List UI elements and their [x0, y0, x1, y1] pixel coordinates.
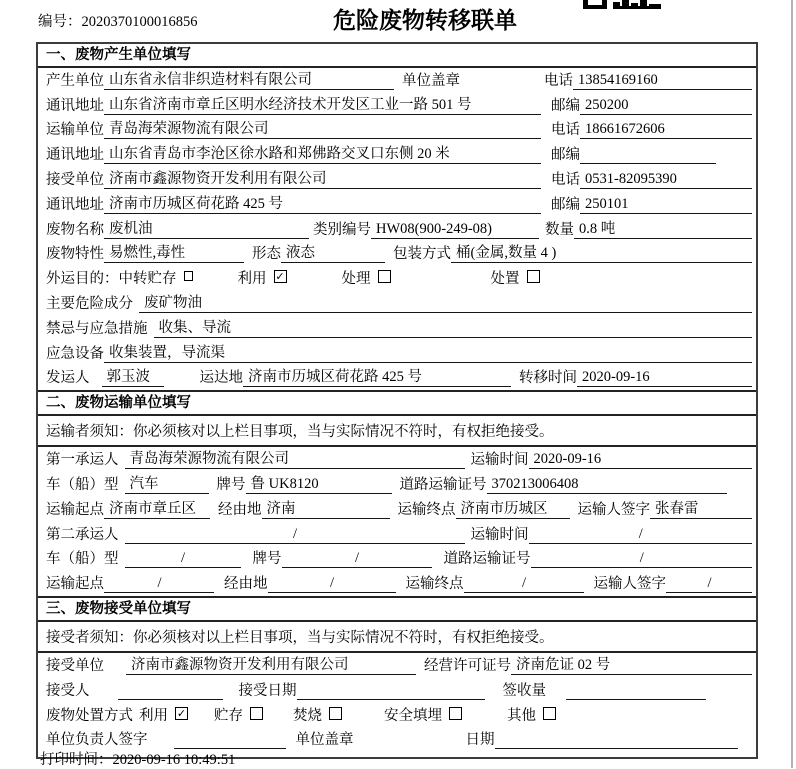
field-value	[297, 682, 485, 700]
form-row	[38, 447, 756, 472]
section-notice: 接受者须知：你必须核对以上栏目事项，当与实际情况不符时，有权拒绝接受。	[38, 622, 756, 653]
field-label: 电话	[544, 72, 573, 89]
checkbox-label: 利用	[237, 271, 267, 288]
section-heading: 一、废物产生单位填写	[38, 44, 756, 68]
field-label: 运输起点	[46, 501, 104, 518]
field-label: 邮编	[551, 196, 580, 213]
checkbox-unchecked-icon	[527, 270, 540, 283]
field-value: 废矿物油	[139, 291, 752, 313]
field-label: 废物名称	[46, 221, 104, 238]
checkbox-label: 处置	[490, 271, 520, 288]
field-value: 液态	[281, 241, 385, 263]
field-label: 运输人签字	[593, 576, 666, 593]
field-value: 郭玉波	[102, 365, 164, 387]
field-label: 接受日期	[238, 682, 297, 699]
section-heading: 二、废物运输单位填写	[38, 392, 756, 416]
field-value: 18661672606	[580, 121, 752, 139]
field-value: 济南市鑫源物资开发利用有限公司	[104, 167, 541, 189]
field-label: 运输人签字	[577, 501, 650, 518]
form-row	[38, 142, 756, 167]
form-row	[38, 678, 756, 703]
field-label: 电话	[551, 122, 580, 139]
checkbox-unchecked-icon	[543, 707, 556, 720]
field-value: 山东省永信非织造材料有限公司	[104, 68, 394, 90]
form-row	[38, 366, 756, 391]
form-section-3	[38, 596, 756, 757]
field-value: 山东省济南市章丘区明水经济技术开发区工业一路 501 号	[104, 93, 541, 115]
document-number-value: 2020370100016856	[81, 14, 198, 30]
form-row	[38, 217, 756, 242]
field-value: /	[666, 575, 752, 593]
field-label: 接受单位	[46, 657, 104, 674]
field-value: /	[125, 526, 465, 544]
field-value: 废机油	[104, 217, 309, 239]
field-value: /	[268, 575, 396, 593]
field-value: 370213006408	[487, 476, 727, 494]
manifest-form-table	[36, 42, 758, 759]
field-value: 0.8 吨	[574, 217, 752, 239]
field-label: 运输时间	[470, 526, 529, 543]
field-label: 主要危险成分	[46, 295, 133, 312]
form-row	[38, 571, 756, 596]
field-label: 运输起点	[46, 576, 104, 593]
checkbox-label: 处理	[341, 271, 371, 288]
field-value	[174, 731, 286, 749]
field-value	[566, 682, 706, 700]
field-label: 经由地	[224, 576, 268, 593]
field-label: 接受人	[46, 682, 90, 699]
field-label: 运输时间	[470, 452, 529, 469]
form-row	[38, 167, 756, 192]
print-time-label: 打印时间：	[40, 752, 113, 768]
form-row	[38, 316, 756, 341]
checkbox-label: 中转贮存	[118, 271, 177, 288]
form-row	[38, 472, 756, 497]
field-value: 2020-09-16	[529, 451, 753, 469]
field-value: 济南市历城区荷花路 425 号	[104, 192, 541, 214]
field-label: 形态	[252, 246, 281, 263]
field-label: 邮编	[551, 97, 580, 114]
checkbox-label: 安全填埋	[384, 707, 442, 724]
field-value: 济南市章丘区	[104, 497, 210, 519]
form-row	[38, 522, 756, 547]
field-value: 收集装置，导流渠	[104, 341, 752, 363]
field-value: 济南市鑫源物资开发利用有限公司	[126, 653, 416, 675]
field-label: 牌号	[216, 476, 246, 493]
field-value: /	[529, 526, 753, 544]
field-label: 运输单位	[46, 122, 104, 139]
section-notice: 运输者须知：你必须核对以上栏目事项，当与实际情况不符时，有权拒绝接受。	[38, 416, 756, 447]
field-label: 数量	[545, 221, 574, 238]
field-value: 桶(金属,数量 4 )	[451, 241, 752, 263]
field-label: 道路运输证号	[399, 476, 487, 493]
field-value: 张春雷	[650, 497, 752, 519]
field-label: 车（船）型	[46, 476, 119, 493]
field-value: HW08(900-249-08)	[371, 221, 539, 239]
form-row	[38, 192, 756, 217]
field-value: 青岛海荣源物流有限公司	[104, 117, 541, 139]
field-label: 转移时间	[519, 370, 577, 387]
form-section-2	[38, 390, 756, 596]
field-label: 单位负责人签字	[46, 732, 148, 749]
form-row	[38, 653, 756, 678]
form-section-1	[38, 44, 756, 390]
checkbox-unchecked-icon	[449, 707, 462, 720]
field-value: /	[125, 550, 241, 568]
checkbox-field	[238, 267, 287, 288]
field-value	[118, 682, 223, 700]
field-value	[580, 146, 716, 164]
form-row	[38, 497, 756, 522]
field-value: 250101	[580, 196, 752, 214]
checkbox-label: 其他	[507, 707, 536, 724]
field-label: 日期	[465, 732, 495, 749]
checkbox-label: 焚烧	[293, 707, 322, 724]
form-row	[38, 341, 756, 366]
field-value: 收集、导流	[154, 316, 753, 338]
checkbox-field	[491, 267, 540, 288]
field-label: 牌号	[252, 551, 282, 568]
checkbox-field	[139, 704, 188, 725]
checkbox-field	[384, 704, 462, 725]
checkbox-field	[507, 704, 556, 725]
field-label: 产生单位	[46, 72, 104, 89]
field-value: /	[464, 575, 584, 593]
field-label: 第二承运人	[46, 526, 119, 543]
field-label: 废物处置方式	[46, 707, 133, 724]
print-time	[40, 748, 235, 769]
field-value: 济南危证 02 号	[511, 653, 752, 675]
field-value: 山东省青岛市李沧区徐水路和郑佛路交叉口东侧 20 米	[104, 142, 541, 164]
field-value: 2020-09-16	[577, 369, 752, 387]
field-value: 青岛海荣源物流有限公司	[125, 447, 465, 469]
field-value: 济南市历城区荷花路 425 号	[243, 365, 511, 387]
field-label: 通讯地址	[46, 97, 104, 114]
field-label: 车（船）型	[46, 551, 119, 568]
field-value: /	[282, 550, 432, 568]
field-label: 经由地	[218, 501, 262, 518]
field-label: 接受单位	[46, 171, 104, 188]
section-heading: 三、废物接受单位填写	[38, 598, 756, 622]
field-label: 发运人	[46, 370, 90, 387]
field-label: 道路运输证号	[443, 551, 531, 568]
field-value: 鲁 UK8120	[246, 472, 392, 494]
checkbox-unchecked-icon	[378, 270, 391, 283]
form-row	[38, 547, 756, 572]
checkbox-label: 贮存	[214, 707, 243, 724]
field-label: 运输终点	[397, 501, 456, 518]
checkbox-field	[214, 704, 263, 725]
form-row	[38, 93, 756, 118]
field-label: 通讯地址	[46, 196, 104, 213]
field-label: 邮编	[551, 147, 580, 164]
document-number-label: 编号：	[38, 14, 82, 30]
form-row	[38, 242, 756, 267]
checkbox-field	[293, 704, 342, 725]
checkbox-label: 利用	[139, 707, 168, 724]
field-label: 签收量	[502, 682, 546, 699]
field-value: 汽车	[125, 472, 209, 494]
qr-code-fragment	[583, 0, 661, 9]
field-label: 外运目的：	[46, 271, 119, 288]
field-label: 经营许可证号	[424, 657, 511, 674]
field-value: 13854169160	[573, 72, 752, 90]
checkbox-field	[119, 267, 193, 288]
form-row	[38, 291, 756, 316]
field-value: 济南市历城区	[456, 497, 570, 519]
document-number	[38, 10, 198, 31]
print-time-value: 2020-09-16 10:49:51	[112, 752, 236, 768]
field-label: 单位盖章	[402, 72, 460, 89]
field-label: 运输终点	[405, 576, 464, 593]
checkbox-checked-icon: ✓	[275, 270, 285, 284]
field-label: 单位盖章	[295, 732, 354, 749]
field-label: 废物特性	[46, 246, 104, 263]
field-label: 禁忌与应急措施	[46, 320, 148, 337]
checkbox-unchecked-icon	[184, 271, 193, 281]
field-label: 运达地	[199, 370, 243, 387]
field-value: /	[104, 575, 214, 593]
page-title: 危险废物转移联单	[333, 8, 517, 33]
form-row	[38, 266, 756, 291]
field-label: 包装方式	[393, 246, 451, 263]
field-label: 第一承运人	[46, 452, 119, 469]
form-row	[38, 703, 756, 728]
field-value	[495, 731, 739, 749]
field-label: 通讯地址	[46, 147, 104, 164]
form-row	[38, 118, 756, 143]
checkbox-checked-icon: ✓	[176, 706, 187, 720]
field-label: 应急设备	[46, 345, 104, 362]
checkbox-unchecked-icon	[250, 707, 263, 720]
field-value: 250200	[580, 97, 752, 115]
field-value: /	[531, 550, 753, 568]
field-value: 易燃性,毒性	[104, 241, 244, 263]
field-label: 电话	[551, 171, 580, 188]
field-value: 济南	[262, 497, 390, 519]
form-row	[38, 68, 756, 93]
checkbox-field	[342, 267, 391, 288]
page-edge-line	[791, 0, 793, 768]
field-label: 类别编号	[313, 221, 371, 238]
field-value: 0531-82095390	[580, 171, 752, 189]
checkbox-unchecked-icon	[329, 707, 342, 720]
